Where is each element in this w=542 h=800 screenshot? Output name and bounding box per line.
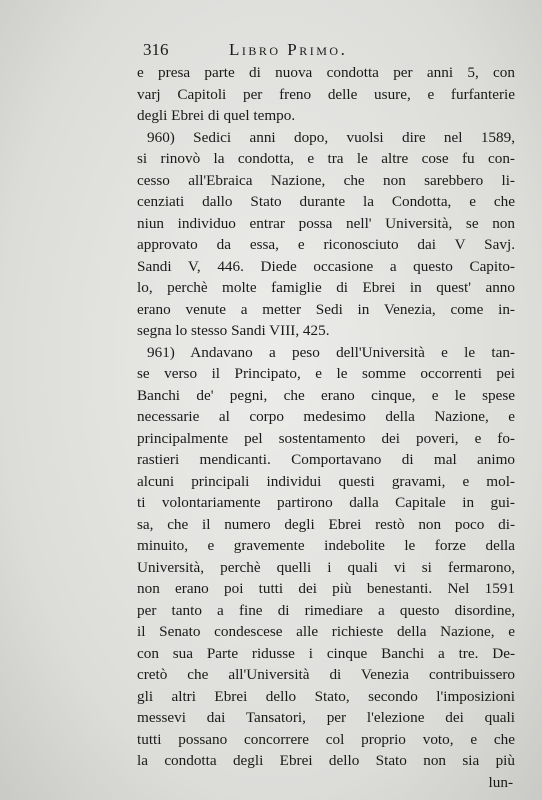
text-line: si rinovò la condotta, e tra le altre cose fu con- xyxy=(137,150,515,167)
text-line: sa, che il numero degli Ebrei restò non poco di- xyxy=(137,515,515,533)
text-line: Università, perchè quelli i quali vi si fermarono, xyxy=(137,558,515,576)
text-line: principalmente pel sostentamento dei poveri, e fo- xyxy=(137,429,515,447)
text-line: varj Capitoli per freno delle usure, e furfanterie xyxy=(137,85,515,103)
text-line: la condotta degli Ebrei dello Stato non sia più xyxy=(137,752,515,769)
catchword: lun- xyxy=(488,773,513,791)
text-line: cenziati dallo Stato durante la Condotta, e che xyxy=(137,193,515,210)
text-line: gli altri Ebrei dello Stato, secondo l'imposizioni xyxy=(137,687,515,705)
text-line: cesso all'Ebraica Nazione, che non sarebbero li- xyxy=(137,171,515,189)
text-line: erano venute a metter Sedi in Venezia, come in- xyxy=(137,300,515,318)
paragraph-960-start: 960) Sedici anni dopo, vuolsi dire nel 1589, xyxy=(147,128,515,146)
text-line: approvato da essa, e riconosciuto dai V Savj. xyxy=(137,236,515,253)
text-line: necessarie al corpo medesimo della Nazione, e xyxy=(137,408,515,425)
text-line: cretò che all'Università di Venezia contribuissero xyxy=(137,666,515,683)
text-line: segna lo stesso Sandi VIII, 425. xyxy=(137,322,330,339)
text-line: alcuni principali individui questi gravami, e mol- xyxy=(137,472,515,490)
text-line: e presa parte di nuova condotta per anni 5, con xyxy=(137,64,515,81)
text-line: con sua Parte ridusse i cinque Banchi a tre. De- xyxy=(137,644,515,662)
page-number: 316 xyxy=(143,40,169,59)
text-line: lo, perchè molte famiglie di Ebrei in quest' anno xyxy=(137,279,515,296)
text-line: minuito, e gravemente indebolite le forze della xyxy=(137,537,515,554)
running-title: Libro Primo. xyxy=(229,40,348,59)
text-line: niun individuo entrar possa nell' Università, se non xyxy=(137,214,515,232)
text-line: ti volontariamente partirono dalla Capitale in gui- xyxy=(137,494,515,511)
text-line: Banchi de' pegni, che erano cinque, e le spese xyxy=(137,386,515,404)
text-line: non erano poi tutti dei più benestanti. Nel 1591 xyxy=(137,580,515,597)
text-line: il Senato condescese alle richieste della Nazione, e xyxy=(137,623,515,640)
paragraph-961-start: 961) Andavano a peso dell'Università e le tan- xyxy=(147,343,515,361)
text-line: messevi dai Tansatori, per l'elezione dei quali xyxy=(137,709,515,726)
text-line: Sandi V, 446. Diede occasione a questo Capito- xyxy=(137,257,515,275)
text-line: per tanto a fine di rimediare a questo disordine, xyxy=(137,601,515,619)
text-line: degli Ebrei di quel tempo. xyxy=(137,107,296,124)
text-line: rastieri mendicanti. Comportavano di mal animo xyxy=(137,451,515,468)
body-text xyxy=(137,62,515,793)
text-line: se verso il Principato, e le somme occorrenti pei xyxy=(137,365,515,382)
text-line: tutti possano concorrere col proprio voto, e che xyxy=(137,730,515,748)
